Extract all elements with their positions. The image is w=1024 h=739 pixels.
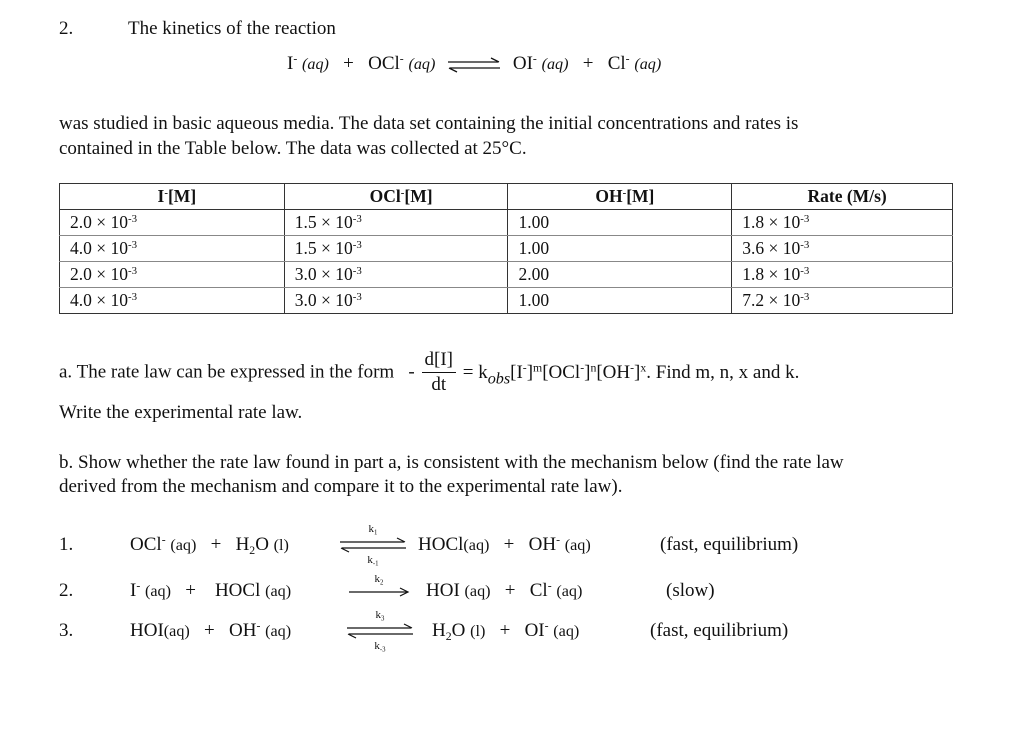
k2-label: $k_2$ [374,573,384,587]
cell: $1.5 \times 10^{-3}$ [284,236,508,262]
part-b-line-2: derived from the mechanism and compare it to the experimental rate law). [59,476,623,497]
intro-line-2: contained in the Table below. The data was collected at 25°C. [59,138,527,159]
table-row [60,262,953,288]
table-row [60,236,953,262]
cell: 1.00 [508,236,732,262]
cell: $3.0 \times 10^{-3}$ [284,288,508,314]
rate-derivative: $\frac{d[I]}{dt}$ [422,348,456,397]
mechanism-step-3-products: $H_2O$ (l) + OI- (aq) [432,619,580,644]
table-header-row [60,184,953,210]
mechanism-step-2-reactants: I- (aq) + HOCl (aq) [130,579,292,601]
table-row [60,210,953,236]
header-hydroxide: OH-[M] [508,184,732,210]
cell: 1.00 [508,288,732,314]
part-a-line-2: Write the experimental rate law. [59,402,303,423]
cell: $3.0 \times 10^{-3}$ [284,262,508,288]
equilibrium-arrow [446,57,502,73]
mechanism-step-3-number: 3. [59,620,74,641]
cell: $1.8 \times 10^{-3}$ [732,210,953,236]
question-number: 2. [59,18,74,39]
cell: 2.00 [508,262,732,288]
intro-line-1: was studied in basic aqueous media. The data set containing the initial concentrations and rates is [59,113,799,134]
mechanism-step-2-note: (slow) [666,580,715,601]
mechanism-step-3-note: (fast, equilibrium) [650,620,789,641]
cell: $1.8 \times 10^{-3}$ [732,262,953,288]
question-title: The kinetics of the reaction [128,18,336,39]
step-2-forward-arrow [347,574,411,602]
mechanism-step-2-number: 2. [59,580,74,601]
part-a-statement: a. The rate law can be expressed in the form - $\frac{d[I]}{dt}$ = $k_{obs}[I^-]^m[OCl^-]^n[OH^-]^x$. Find m, n, x and k. [59,349,800,395]
kinetics-data-table [59,183,953,314]
mechanism-step-1-products: HOCl(aq) + OH- (aq) [418,533,591,555]
mechanism-step-1-note: (fast, equilibrium) [660,534,799,555]
cell: $3.6 \times 10^{-3}$ [732,236,953,262]
k3-label: $k_3$ [375,609,385,623]
cell: $7.2 \times 10^{-3}$ [732,288,953,314]
mechanism-step-2-products: HOI (aq) + Cl- (aq) [426,579,583,601]
part-b-line-1: b. Show whether the rate law found in part a, is consistent with the mechanism below (find the rate law [59,452,844,473]
cell: $2.0 \times 10^{-3}$ [60,262,285,288]
header-iodide: I-[M] [60,184,285,210]
mechanism-step-1-number: 1. [59,534,74,555]
k-3-label: $k_{-3}$ [374,640,386,654]
step-3-equilibrium-arrow [345,610,415,654]
header-rate: Rate (M/s) [732,184,953,210]
cell: $4.0 \times 10^{-3}$ [60,288,285,314]
step-1-equilibrium-arrow [338,524,408,568]
cell: $1.5 \times 10^{-3}$ [284,210,508,236]
cell: 1.00 [508,210,732,236]
cell: $2.0 \times 10^{-3}$ [60,210,285,236]
mechanism-step-3-reactants: HOI(aq) + OH- (aq) [130,619,292,641]
table-row [60,288,953,314]
cell: $4.0 \times 10^{-3}$ [60,236,285,262]
header-hypochlorite: OCl-[M] [284,184,508,210]
mechanism-step-1-reactants: OCl- (aq) + $H_2O$ (l) [130,533,289,558]
k1-label: $k_1$ [368,523,378,537]
k-1-label: $k_{-1}$ [367,554,379,568]
overall-reaction: I- (aq) + OCl- (aq) OI- (aq) + Cl- (aq) [287,52,662,74]
